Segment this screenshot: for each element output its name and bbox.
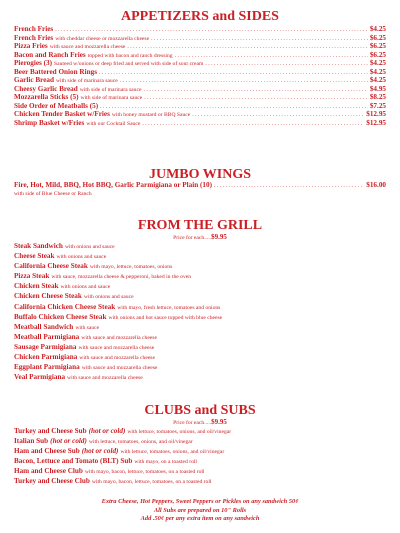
- menu-item-row: [14, 34, 386, 43]
- item-description: with sauce and mozzarella cheese: [67, 375, 143, 382]
- item-description: with onions and hot sauce topped with blue cheese: [108, 314, 223, 321]
- menu-item-row: [14, 456, 386, 466]
- item-name: French Fries: [14, 25, 54, 33]
- leader-dots: [144, 94, 368, 102]
- item-name: [14, 426, 125, 436]
- leader-dots: [127, 43, 367, 51]
- menu-item-row: [14, 436, 386, 446]
- grill-list: [14, 241, 386, 382]
- item-description: topped with bacon and ranch dressing: [87, 52, 173, 59]
- item-description: with our Cocktail Sauce: [86, 121, 141, 128]
- menu-item-row: [14, 281, 386, 291]
- item-name: California Chicken Cheese Steak: [14, 302, 116, 311]
- leader-dots: [143, 86, 367, 94]
- item-name: Bacon and Ranch Fries: [14, 50, 86, 59]
- menu-item-row: [14, 42, 386, 51]
- footer-line-add: Add .50¢ per any extra item on any sandwich: [140, 515, 260, 523]
- grill-price-label: Price for each.....: [173, 235, 212, 241]
- menu-item-row: [14, 251, 386, 261]
- item-name: Meatball Sandwich: [14, 322, 74, 331]
- menu-item-row: [14, 119, 386, 128]
- item-name: Sausage Parmigiana: [14, 342, 77, 351]
- menu-item-row: [14, 271, 386, 281]
- grill-price: $9.95: [211, 233, 227, 241]
- menu-item-row: [14, 476, 386, 486]
- item-name: Pierogies (3): [14, 59, 52, 68]
- item-description: with onions and sauce: [64, 244, 115, 250]
- wings-line: Fire, Hot, Mild, BBQ, Hot BBQ, Garlic Parmigiana or Plain (10): [14, 181, 212, 189]
- item-description: with sauce and mozzarella cheese: [79, 355, 155, 362]
- menu-item-row: [14, 312, 386, 322]
- item-name-text: Bacon, Lettuce and Tomato (BLT) Sub: [14, 457, 133, 466]
- item-price: $12.95: [366, 110, 386, 119]
- item-description: with lettuce, tomatoes, onions, and oil/vinegar: [127, 429, 232, 435]
- menu-item-row: [14, 68, 386, 77]
- item-description: Sauteed w/onions or deep fried and served with side of sour cream: [54, 61, 204, 68]
- menu-item-row: [14, 76, 386, 85]
- menu-item-row: [14, 261, 386, 271]
- item-description: with sauce: [75, 324, 100, 331]
- item-description: with mayo, on a toasted roll: [134, 459, 197, 466]
- footer: [0, 498, 400, 524]
- wings-title: JUMBO WINGS: [148, 167, 252, 182]
- item-description: with sauce and mozzarella cheese: [78, 344, 155, 351]
- item-name: [14, 456, 132, 466]
- menu-item-row: [14, 302, 386, 312]
- item-description: with mayo, bacon, lettuce, tomatoes, on a toasted roll: [84, 469, 205, 476]
- item-qualifier: (hot or cold): [50, 437, 87, 446]
- footer-line-rolls: All Subs are prepared on 10" Rolls: [153, 506, 247, 514]
- item-description: with cheddar cheese or mozzarella cheese: [55, 35, 150, 42]
- item-description: with sauce and mozzarella cheese: [81, 334, 157, 341]
- leader-dots: [55, 26, 368, 34]
- item-name: Mozzarella Sticks (5): [14, 93, 79, 102]
- item-qualifier: (hot or cold): [88, 427, 126, 435]
- menu-item-row: [14, 466, 386, 476]
- wings-note: with side of Blue Cheese or Ranch: [14, 191, 92, 197]
- item-name: Beer Battered Onion Rings: [14, 67, 97, 76]
- leader-dots: [142, 120, 364, 128]
- menu-item-row: [14, 352, 386, 362]
- item-price: $6.25: [369, 42, 386, 51]
- item-name: Garlic Bread: [14, 76, 54, 85]
- wings-row: [14, 180, 386, 190]
- menu-item-row: [14, 59, 386, 68]
- item-description: with mayo, lettuce, tomatoes, onions: [89, 264, 173, 271]
- clubs-list: [14, 426, 386, 487]
- item-name: Chicken Parmigiana: [14, 353, 78, 362]
- item-name: Shrimp Basket w/Fries: [14, 119, 85, 128]
- item-price: $8.25: [369, 93, 386, 102]
- item-qualifier: (hot or cold): [81, 447, 119, 456]
- item-price: $4.25: [369, 59, 386, 68]
- item-price: $4.25: [369, 76, 386, 85]
- item-description: with side of marinara sauce: [79, 86, 142, 93]
- item-description: with sauce, mozzarella cheese & pepperoni, baked in the oven: [51, 274, 192, 281]
- item-description: with side of marinara sauce: [56, 78, 118, 85]
- wings-block: [14, 180, 386, 198]
- wings-price: $16.00: [366, 181, 386, 189]
- item-name-text: Italian Sub: [14, 437, 49, 446]
- item-description: with mayo, bacon, lettuce, tomatoes, on a toasted roll: [91, 479, 212, 486]
- menu-item-row: [14, 93, 386, 102]
- clubs-price-label: Price for each.....: [173, 420, 212, 426]
- menu-item-row: [14, 362, 386, 372]
- item-description: with mayo, fresh lettuce, tomatoes and onions: [117, 304, 221, 311]
- item-name: Veal Parmigiana: [14, 373, 66, 382]
- menu-item-row: [14, 110, 386, 119]
- item-name-text: Ham and Cheese Club: [14, 467, 83, 476]
- menu-item-row: [14, 322, 386, 332]
- menu-item-row: [14, 51, 386, 60]
- item-name-text: Turkey and Cheese Sub: [14, 427, 87, 435]
- item-description: with lettuce, tomatoes, onions, and oil/vinegar: [120, 449, 225, 456]
- item-description: with honey mustard or BBQ Sauce: [111, 112, 191, 119]
- leader-dots: [100, 103, 368, 111]
- item-description: with onions and sauce: [60, 284, 111, 291]
- leader-dots: [192, 111, 364, 119]
- item-name: Steak Sandwich: [14, 242, 63, 250]
- clubs-title: CLUBS and SUBS: [144, 403, 256, 418]
- item-description: with sauce and mozzarella cheese: [81, 365, 158, 372]
- item-price: $6.25: [369, 33, 386, 42]
- item-name: California Cheese Steak: [14, 262, 88, 271]
- appetizers-list: [14, 25, 386, 128]
- item-name: [14, 466, 83, 476]
- clubs-price: $9.95: [211, 418, 227, 426]
- leader-dots: [214, 181, 364, 190]
- item-price: $6.25: [369, 50, 386, 59]
- item-name: Cheese Steak: [14, 252, 55, 261]
- item-price: $4.95: [369, 84, 386, 93]
- item-name: Pizza Steak: [14, 272, 50, 281]
- footer-line-extras: Extra Cheese, Hot Peppers, Sweet Peppers or Pickles on any sandwich 50¢: [101, 498, 299, 505]
- menu-item-row: [14, 102, 386, 111]
- leader-dots: [151, 35, 368, 43]
- item-name: [14, 446, 118, 456]
- item-description: with side of marinara sauce: [80, 95, 143, 102]
- item-description: with onions and sauce: [56, 254, 107, 261]
- item-name: Buffalo Chicken Cheese Steak: [14, 312, 107, 321]
- item-name-text: Ham and Cheese Sub: [14, 447, 80, 456]
- menu-item-row: [14, 446, 386, 456]
- item-name: [14, 476, 90, 486]
- item-name: Side Order of Meatballs (5): [14, 101, 99, 110]
- item-name: Meatball Parmigiana: [14, 332, 80, 341]
- item-description: with onions and sauce: [83, 294, 134, 301]
- menu-item-row: [14, 25, 386, 34]
- leader-dots: [120, 77, 368, 85]
- menu-item-row: [14, 332, 386, 342]
- item-price: $4.25: [369, 25, 386, 33]
- item-price: $4.25: [369, 67, 386, 76]
- menu-item-row: [14, 241, 386, 251]
- item-name: Pizza Fries: [14, 42, 48, 51]
- item-name-text: Turkey and Cheese Club: [14, 477, 90, 486]
- item-name: Chicken Tender Basket w/Fries: [14, 110, 110, 119]
- item-name: Chicken Cheese Steak: [14, 292, 82, 301]
- leader-dots: [99, 69, 368, 77]
- menu-item-row: [14, 372, 386, 382]
- leader-dots: [175, 52, 368, 60]
- item-name: Cheesy Garlic Bread: [14, 84, 78, 93]
- item-description: with lettuce, tomatoes, onions, and oil/vinegar: [88, 439, 193, 446]
- menu-item-row: [14, 426, 386, 436]
- menu-item-row: [14, 85, 386, 94]
- menu-item-row: [14, 291, 386, 301]
- grill-title: FROM THE GRILL: [137, 218, 263, 233]
- leader-dots: [205, 60, 367, 68]
- item-description: with sauce and mozzarella cheese: [49, 44, 126, 51]
- item-name: Chicken Steak: [14, 282, 59, 291]
- item-name: French Fries: [14, 33, 54, 42]
- item-price: $7.25: [369, 101, 386, 110]
- menu-item-row: [14, 342, 386, 352]
- item-name: Eggplant Parmigiana: [14, 363, 80, 372]
- item-name: [14, 436, 87, 446]
- appetizers-title: APPETIZERS and SIDES: [121, 9, 279, 24]
- item-price: $12.95: [366, 119, 386, 128]
